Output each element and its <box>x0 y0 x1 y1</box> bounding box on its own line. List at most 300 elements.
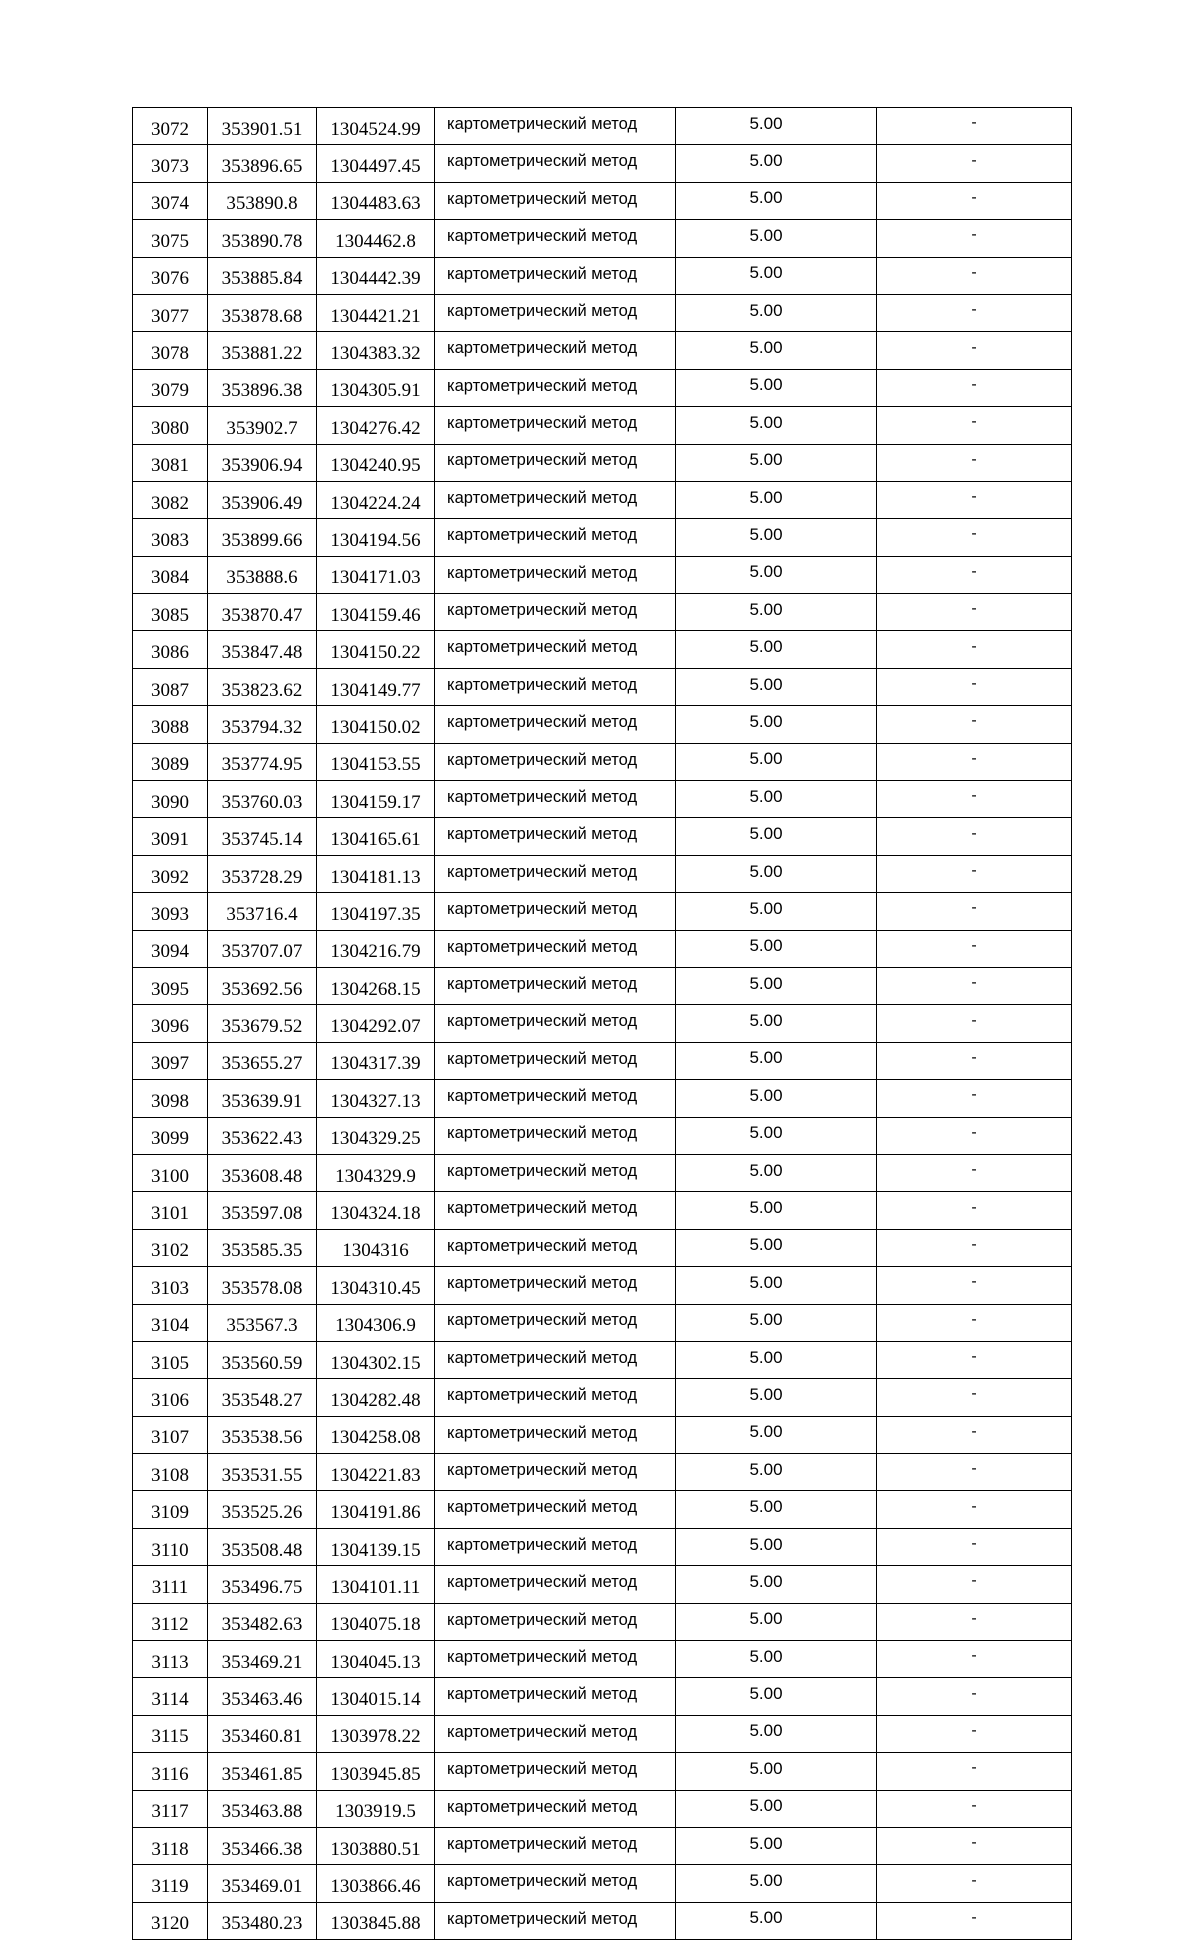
y-coordinate-cell: 1304159.17 <box>317 781 435 818</box>
description-cell: - <box>877 1117 1072 1154</box>
point-number-cell: 3089 <box>133 743 208 780</box>
y-coordinate-cell: 1304139.15 <box>317 1528 435 1565</box>
point-number-cell: 3082 <box>133 481 208 518</box>
accuracy-cell: 5.00 <box>676 481 877 518</box>
x-coordinate-cell: 353692.56 <box>208 967 317 1004</box>
y-coordinate-cell: 1304306.9 <box>317 1304 435 1341</box>
table-row <box>133 967 1072 1004</box>
table-row <box>133 1042 1072 1079</box>
point-number-cell: 3106 <box>133 1379 208 1416</box>
table-row <box>133 1827 1072 1864</box>
description-cell: - <box>877 182 1072 219</box>
x-coordinate-cell: 353469.21 <box>208 1641 317 1678</box>
description-cell: - <box>877 855 1072 892</box>
accuracy-cell: 5.00 <box>676 369 877 406</box>
y-coordinate-cell: 1304302.15 <box>317 1341 435 1378</box>
table-row <box>133 182 1072 219</box>
accuracy-cell: 5.00 <box>676 556 877 593</box>
method-cell: картометрический метод <box>435 1603 676 1640</box>
description-cell: - <box>877 294 1072 331</box>
method-cell: картометрический метод <box>435 1416 676 1453</box>
table-row <box>133 1341 1072 1378</box>
description-cell: - <box>877 108 1072 145</box>
accuracy-cell: 5.00 <box>676 1528 877 1565</box>
x-coordinate-cell: 353847.48 <box>208 631 317 668</box>
table-row <box>133 444 1072 481</box>
x-coordinate-cell: 353906.94 <box>208 444 317 481</box>
description-cell: - <box>877 743 1072 780</box>
method-cell: картометрический метод <box>435 1454 676 1491</box>
y-coordinate-cell: 1304305.91 <box>317 369 435 406</box>
y-coordinate-cell: 1304383.32 <box>317 332 435 369</box>
table-row <box>133 1902 1072 1939</box>
point-number-cell: 3093 <box>133 893 208 930</box>
method-cell: картометрический метод <box>435 818 676 855</box>
x-coordinate-cell: 353890.78 <box>208 220 317 257</box>
y-coordinate-cell: 1304497.45 <box>317 145 435 182</box>
x-coordinate-cell: 353578.08 <box>208 1267 317 1304</box>
coordinates-table <box>132 107 1072 1940</box>
description-cell: - <box>877 481 1072 518</box>
method-cell: картометрический метод <box>435 519 676 556</box>
x-coordinate-cell: 353881.22 <box>208 332 317 369</box>
table-row <box>133 1491 1072 1528</box>
table-row <box>133 1154 1072 1191</box>
x-coordinate-cell: 353622.43 <box>208 1117 317 1154</box>
accuracy-cell: 5.00 <box>676 781 877 818</box>
x-coordinate-cell: 353548.27 <box>208 1379 317 1416</box>
accuracy-cell: 5.00 <box>676 145 877 182</box>
accuracy-cell: 5.00 <box>676 668 877 705</box>
y-coordinate-cell: 1304421.21 <box>317 294 435 331</box>
point-number-cell: 3099 <box>133 1117 208 1154</box>
point-number-cell: 3120 <box>133 1902 208 1939</box>
x-coordinate-cell: 353480.23 <box>208 1902 317 1939</box>
point-number-cell: 3097 <box>133 1042 208 1079</box>
method-cell: картометрический метод <box>435 1379 676 1416</box>
x-coordinate-cell: 353823.62 <box>208 668 317 705</box>
description-cell: - <box>877 1491 1072 1528</box>
y-coordinate-cell: 1303978.22 <box>317 1715 435 1752</box>
method-cell: картометрический метод <box>435 1117 676 1154</box>
method-cell: картометрический метод <box>435 294 676 331</box>
description-cell: - <box>877 1566 1072 1603</box>
y-coordinate-cell: 1304524.99 <box>317 108 435 145</box>
table-row <box>133 1865 1072 1902</box>
table-row <box>133 1753 1072 1790</box>
y-coordinate-cell: 1304329.9 <box>317 1154 435 1191</box>
accuracy-cell: 5.00 <box>676 743 877 780</box>
accuracy-cell: 5.00 <box>676 1229 877 1266</box>
description-cell: - <box>877 556 1072 593</box>
method-cell: картометрический метод <box>435 1902 676 1939</box>
method-cell: картометрический метод <box>435 1080 676 1117</box>
x-coordinate-cell: 353899.66 <box>208 519 317 556</box>
table-row <box>133 220 1072 257</box>
accuracy-cell: 5.00 <box>676 1192 877 1229</box>
description-cell: - <box>877 1304 1072 1341</box>
description-cell: - <box>877 1229 1072 1266</box>
y-coordinate-cell: 1304165.61 <box>317 818 435 855</box>
method-cell: картометрический метод <box>435 1005 676 1042</box>
x-coordinate-cell: 353639.91 <box>208 1080 317 1117</box>
method-cell: картометрический метод <box>435 1528 676 1565</box>
table-row <box>133 1678 1072 1715</box>
method-cell: картометрический метод <box>435 1229 676 1266</box>
point-number-cell: 3080 <box>133 407 208 444</box>
y-coordinate-cell: 1303880.51 <box>317 1827 435 1864</box>
x-coordinate-cell: 353531.55 <box>208 1454 317 1491</box>
point-number-cell: 3105 <box>133 1341 208 1378</box>
x-coordinate-cell: 353745.14 <box>208 818 317 855</box>
description-cell: - <box>877 1154 1072 1191</box>
x-coordinate-cell: 353525.26 <box>208 1491 317 1528</box>
description-cell: - <box>877 1080 1072 1117</box>
point-number-cell: 3100 <box>133 1154 208 1191</box>
y-coordinate-cell: 1303919.5 <box>317 1790 435 1827</box>
table-row <box>133 1267 1072 1304</box>
accuracy-cell: 5.00 <box>676 1117 877 1154</box>
point-number-cell: 3112 <box>133 1603 208 1640</box>
description-cell: - <box>877 332 1072 369</box>
x-coordinate-cell: 353538.56 <box>208 1416 317 1453</box>
accuracy-cell: 5.00 <box>676 1603 877 1640</box>
x-coordinate-cell: 353794.32 <box>208 706 317 743</box>
y-coordinate-cell: 1304258.08 <box>317 1416 435 1453</box>
accuracy-cell: 5.00 <box>676 332 877 369</box>
point-number-cell: 3087 <box>133 668 208 705</box>
x-coordinate-cell: 353890.8 <box>208 182 317 219</box>
method-cell: картометрический метод <box>435 1865 676 1902</box>
y-coordinate-cell: 1304216.79 <box>317 930 435 967</box>
description-cell: - <box>877 818 1072 855</box>
x-coordinate-cell: 353585.35 <box>208 1229 317 1266</box>
x-coordinate-cell: 353496.75 <box>208 1566 317 1603</box>
y-coordinate-cell: 1304150.22 <box>317 631 435 668</box>
method-cell: картометрический метод <box>435 1790 676 1827</box>
point-number-cell: 3078 <box>133 332 208 369</box>
table-row <box>133 1229 1072 1266</box>
method-cell: картометрический метод <box>435 444 676 481</box>
x-coordinate-cell: 353707.07 <box>208 930 317 967</box>
point-number-cell: 3072 <box>133 108 208 145</box>
accuracy-cell: 5.00 <box>676 1790 877 1827</box>
method-cell: картометрический метод <box>435 1827 676 1864</box>
y-coordinate-cell: 1304191.86 <box>317 1491 435 1528</box>
accuracy-cell: 5.00 <box>676 1042 877 1079</box>
point-number-cell: 3091 <box>133 818 208 855</box>
table-row <box>133 369 1072 406</box>
accuracy-cell: 5.00 <box>676 1304 877 1341</box>
accuracy-cell: 5.00 <box>676 1678 877 1715</box>
table-row <box>133 893 1072 930</box>
description-cell: - <box>877 631 1072 668</box>
point-number-cell: 3077 <box>133 294 208 331</box>
y-coordinate-cell: 1304324.18 <box>317 1192 435 1229</box>
x-coordinate-cell: 353567.3 <box>208 1304 317 1341</box>
table-row <box>133 1528 1072 1565</box>
accuracy-cell: 5.00 <box>676 182 877 219</box>
y-coordinate-cell: 1304150.02 <box>317 706 435 743</box>
point-number-cell: 3095 <box>133 967 208 1004</box>
accuracy-cell: 5.00 <box>676 444 877 481</box>
y-coordinate-cell: 1304171.03 <box>317 556 435 593</box>
method-cell: картометрический метод <box>435 332 676 369</box>
description-cell: - <box>877 1005 1072 1042</box>
description-cell: - <box>877 1641 1072 1678</box>
accuracy-cell: 5.00 <box>676 407 877 444</box>
description-cell: - <box>877 407 1072 444</box>
accuracy-cell: 5.00 <box>676 1154 877 1191</box>
point-number-cell: 3081 <box>133 444 208 481</box>
description-cell: - <box>877 145 1072 182</box>
point-number-cell: 3113 <box>133 1641 208 1678</box>
method-cell: картометрический метод <box>435 556 676 593</box>
point-number-cell: 3096 <box>133 1005 208 1042</box>
description-cell: - <box>877 1715 1072 1752</box>
method-cell: картометрический метод <box>435 220 676 257</box>
method-cell: картометрический метод <box>435 967 676 1004</box>
y-coordinate-cell: 1304310.45 <box>317 1267 435 1304</box>
method-cell: картометрический метод <box>435 257 676 294</box>
x-coordinate-cell: 353902.7 <box>208 407 317 444</box>
description-cell: - <box>877 668 1072 705</box>
table-row <box>133 1416 1072 1453</box>
method-cell: картометрический метод <box>435 631 676 668</box>
x-coordinate-cell: 353774.95 <box>208 743 317 780</box>
x-coordinate-cell: 353461.85 <box>208 1753 317 1790</box>
x-coordinate-cell: 353608.48 <box>208 1154 317 1191</box>
table-row <box>133 818 1072 855</box>
y-coordinate-cell: 1304181.13 <box>317 855 435 892</box>
table-row <box>133 257 1072 294</box>
method-cell: картометрический метод <box>435 855 676 892</box>
point-number-cell: 3114 <box>133 1678 208 1715</box>
accuracy-cell: 5.00 <box>676 1267 877 1304</box>
y-coordinate-cell: 1304159.46 <box>317 594 435 631</box>
method-cell: картометрический метод <box>435 781 676 818</box>
description-cell: - <box>877 893 1072 930</box>
table-row <box>133 706 1072 743</box>
method-cell: картометрический метод <box>435 1341 676 1378</box>
description-cell: - <box>877 444 1072 481</box>
table-row <box>133 145 1072 182</box>
method-cell: картометрический метод <box>435 1192 676 1229</box>
y-coordinate-cell: 1304045.13 <box>317 1641 435 1678</box>
method-cell: картометрический метод <box>435 1678 676 1715</box>
table-row <box>133 743 1072 780</box>
table-row <box>133 781 1072 818</box>
point-number-cell: 3115 <box>133 1715 208 1752</box>
description-cell: - <box>877 1416 1072 1453</box>
accuracy-cell: 5.00 <box>676 220 877 257</box>
point-number-cell: 3073 <box>133 145 208 182</box>
description-cell: - <box>877 1902 1072 1939</box>
accuracy-cell: 5.00 <box>676 594 877 631</box>
accuracy-cell: 5.00 <box>676 706 877 743</box>
x-coordinate-cell: 353463.88 <box>208 1790 317 1827</box>
point-number-cell: 3116 <box>133 1753 208 1790</box>
y-coordinate-cell: 1304483.63 <box>317 182 435 219</box>
x-coordinate-cell: 353508.48 <box>208 1528 317 1565</box>
table-row <box>133 930 1072 967</box>
method-cell: картометрический метод <box>435 1304 676 1341</box>
accuracy-cell: 5.00 <box>676 1341 877 1378</box>
table-row <box>133 332 1072 369</box>
accuracy-cell: 5.00 <box>676 108 877 145</box>
method-cell: картометрический метод <box>435 930 676 967</box>
table-row <box>133 1603 1072 1640</box>
method-cell: картометрический метод <box>435 108 676 145</box>
x-coordinate-cell: 353888.6 <box>208 556 317 593</box>
accuracy-cell: 5.00 <box>676 1491 877 1528</box>
x-coordinate-cell: 353679.52 <box>208 1005 317 1042</box>
description-cell: - <box>877 369 1072 406</box>
accuracy-cell: 5.00 <box>676 1005 877 1042</box>
accuracy-cell: 5.00 <box>676 257 877 294</box>
method-cell: картометрический метод <box>435 1715 676 1752</box>
description-cell: - <box>877 257 1072 294</box>
accuracy-cell: 5.00 <box>676 294 877 331</box>
description-cell: - <box>877 1753 1072 1790</box>
point-number-cell: 3085 <box>133 594 208 631</box>
point-number-cell: 3076 <box>133 257 208 294</box>
point-number-cell: 3094 <box>133 930 208 967</box>
table-row <box>133 631 1072 668</box>
accuracy-cell: 5.00 <box>676 631 877 668</box>
point-number-cell: 3104 <box>133 1304 208 1341</box>
table-row <box>133 1080 1072 1117</box>
method-cell: картометрический метод <box>435 594 676 631</box>
point-number-cell: 3108 <box>133 1454 208 1491</box>
point-number-cell: 3079 <box>133 369 208 406</box>
description-cell: - <box>877 519 1072 556</box>
accuracy-cell: 5.00 <box>676 818 877 855</box>
point-number-cell: 3088 <box>133 706 208 743</box>
y-coordinate-cell: 1304101.11 <box>317 1566 435 1603</box>
y-coordinate-cell: 1304149.77 <box>317 668 435 705</box>
description-cell: - <box>877 1528 1072 1565</box>
accuracy-cell: 5.00 <box>676 1753 877 1790</box>
method-cell: картометрический метод <box>435 1042 676 1079</box>
table-row <box>133 1566 1072 1603</box>
x-coordinate-cell: 353878.68 <box>208 294 317 331</box>
point-number-cell: 3103 <box>133 1267 208 1304</box>
point-number-cell: 3074 <box>133 182 208 219</box>
x-coordinate-cell: 353463.46 <box>208 1678 317 1715</box>
coordinates-table-body <box>133 108 1072 1940</box>
table-row <box>133 1005 1072 1042</box>
point-number-cell: 3119 <box>133 1865 208 1902</box>
y-coordinate-cell: 1304194.56 <box>317 519 435 556</box>
description-cell: - <box>877 1267 1072 1304</box>
accuracy-cell: 5.00 <box>676 1080 877 1117</box>
accuracy-cell: 5.00 <box>676 1865 877 1902</box>
table-row <box>133 1304 1072 1341</box>
description-cell: - <box>877 1790 1072 1827</box>
description-cell: - <box>877 1827 1072 1864</box>
method-cell: картометрический метод <box>435 893 676 930</box>
point-number-cell: 3117 <box>133 1790 208 1827</box>
y-coordinate-cell: 1304282.48 <box>317 1379 435 1416</box>
method-cell: картометрический метод <box>435 1566 676 1603</box>
x-coordinate-cell: 353597.08 <box>208 1192 317 1229</box>
description-cell: - <box>877 1454 1072 1491</box>
point-number-cell: 3109 <box>133 1491 208 1528</box>
accuracy-cell: 5.00 <box>676 855 877 892</box>
method-cell: картометрический метод <box>435 1491 676 1528</box>
method-cell: картометрический метод <box>435 182 676 219</box>
y-coordinate-cell: 1304240.95 <box>317 444 435 481</box>
table-row <box>133 1379 1072 1416</box>
point-number-cell: 3110 <box>133 1528 208 1565</box>
method-cell: картометрический метод <box>435 369 676 406</box>
point-number-cell: 3075 <box>133 220 208 257</box>
y-coordinate-cell: 1304268.15 <box>317 967 435 1004</box>
description-cell: - <box>877 1603 1072 1640</box>
y-coordinate-cell: 1304075.18 <box>317 1603 435 1640</box>
accuracy-cell: 5.00 <box>676 1379 877 1416</box>
point-number-cell: 3111 <box>133 1566 208 1603</box>
method-cell: картометрический метод <box>435 706 676 743</box>
table-row <box>133 294 1072 331</box>
method-cell: картометрический метод <box>435 481 676 518</box>
table-row <box>133 407 1072 444</box>
y-coordinate-cell: 1304329.25 <box>317 1117 435 1154</box>
table-row <box>133 108 1072 145</box>
x-coordinate-cell: 353906.49 <box>208 481 317 518</box>
y-coordinate-cell: 1304327.13 <box>317 1080 435 1117</box>
table-row <box>133 1192 1072 1229</box>
method-cell: картометрический метод <box>435 743 676 780</box>
x-coordinate-cell: 353885.84 <box>208 257 317 294</box>
x-coordinate-cell: 353716.4 <box>208 893 317 930</box>
description-cell: - <box>877 1341 1072 1378</box>
accuracy-cell: 5.00 <box>676 1902 877 1939</box>
description-cell: - <box>877 1379 1072 1416</box>
description-cell: - <box>877 781 1072 818</box>
y-coordinate-cell: 1304317.39 <box>317 1042 435 1079</box>
y-coordinate-cell: 1304316 <box>317 1229 435 1266</box>
x-coordinate-cell: 353896.38 <box>208 369 317 406</box>
point-number-cell: 3084 <box>133 556 208 593</box>
table-row <box>133 556 1072 593</box>
point-number-cell: 3090 <box>133 781 208 818</box>
accuracy-cell: 5.00 <box>676 893 877 930</box>
accuracy-cell: 5.00 <box>676 1715 877 1752</box>
table-row <box>133 1454 1072 1491</box>
table-row <box>133 668 1072 705</box>
x-coordinate-cell: 353901.51 <box>208 108 317 145</box>
description-cell: - <box>877 1192 1072 1229</box>
description-cell: - <box>877 220 1072 257</box>
x-coordinate-cell: 353655.27 <box>208 1042 317 1079</box>
y-coordinate-cell: 1304015.14 <box>317 1678 435 1715</box>
table-row <box>133 1790 1072 1827</box>
description-cell: - <box>877 1042 1072 1079</box>
description-cell: - <box>877 967 1072 1004</box>
table-row <box>133 594 1072 631</box>
table-row <box>133 1117 1072 1154</box>
y-coordinate-cell: 1304224.24 <box>317 481 435 518</box>
method-cell: картометрический метод <box>435 668 676 705</box>
x-coordinate-cell: 353760.03 <box>208 781 317 818</box>
accuracy-cell: 5.00 <box>676 930 877 967</box>
y-coordinate-cell: 1303866.46 <box>317 1865 435 1902</box>
method-cell: картометрический метод <box>435 1154 676 1191</box>
y-coordinate-cell: 1304442.39 <box>317 257 435 294</box>
table-row <box>133 855 1072 892</box>
